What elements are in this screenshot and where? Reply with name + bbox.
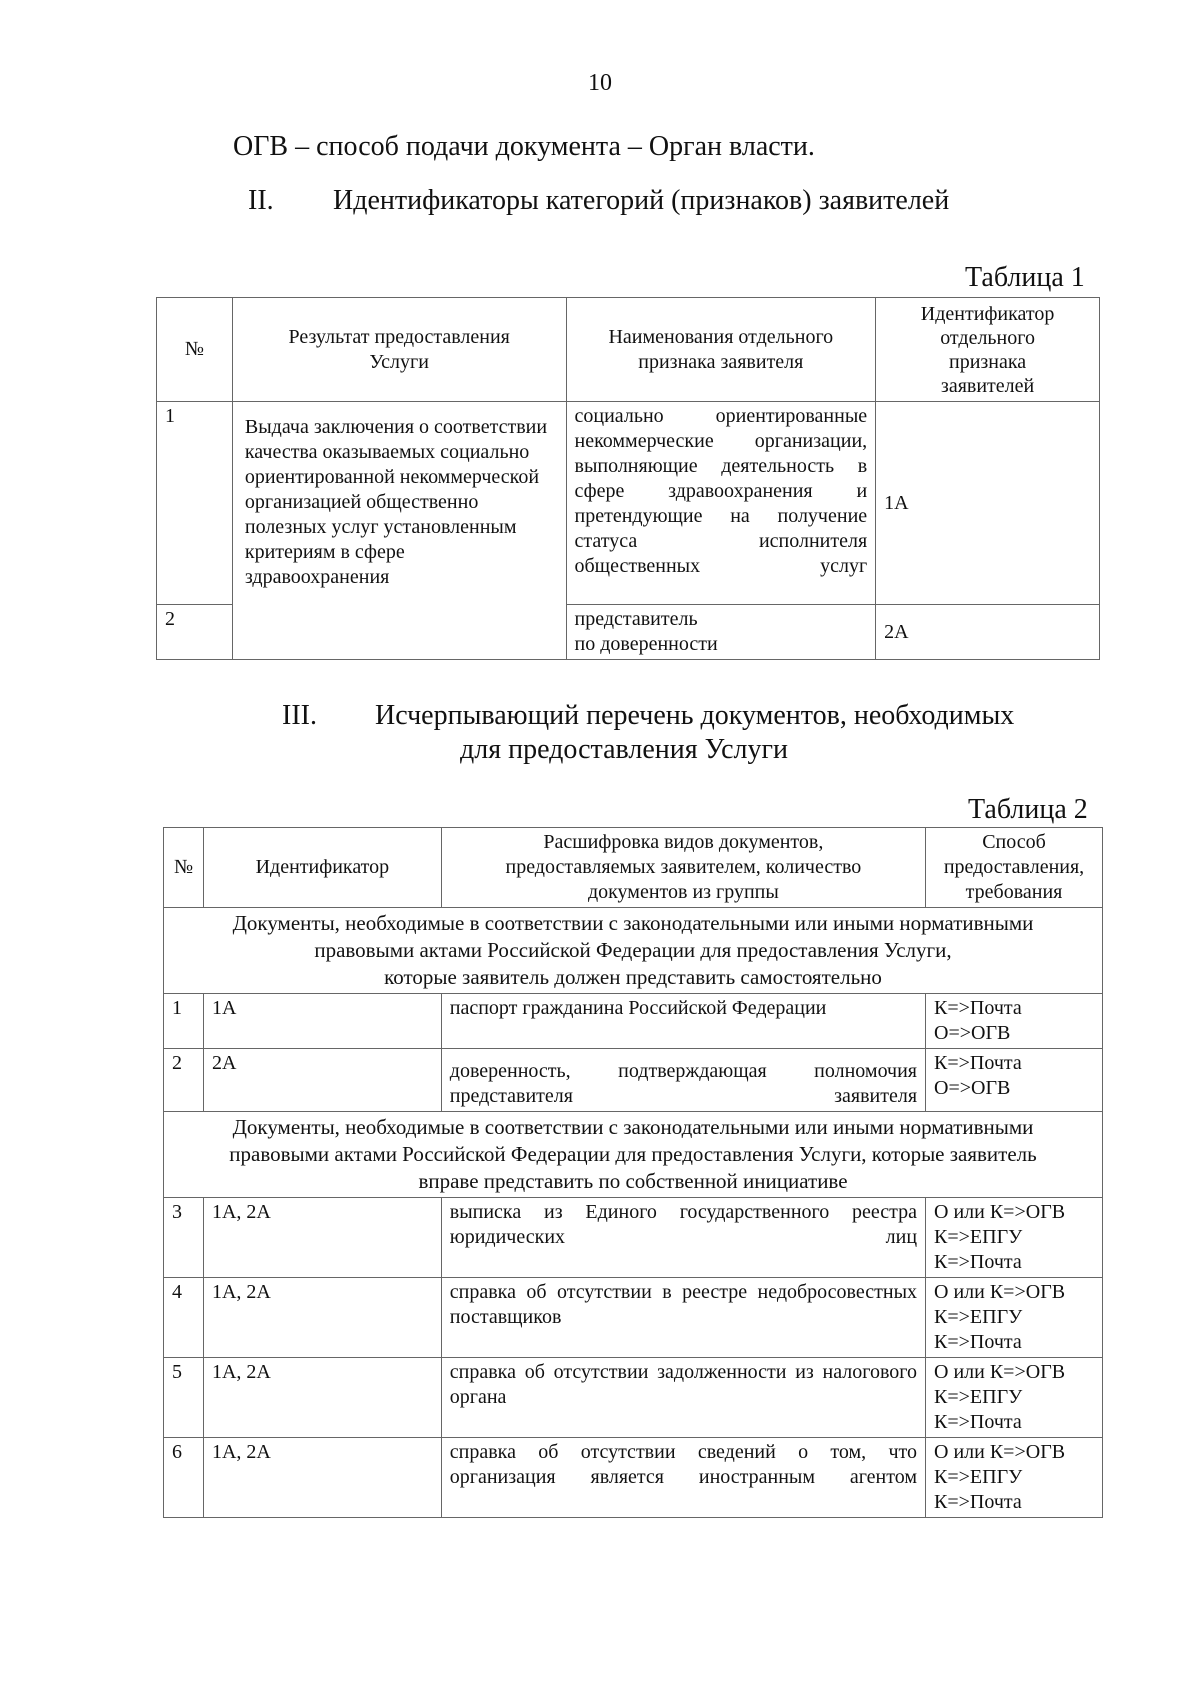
t2-row2-doc: доверенность, подтверждающая полномочия представителя заявителя — [441, 1049, 925, 1112]
t1-header-num: № — [157, 298, 233, 402]
section-3-numeral: III. — [282, 700, 317, 731]
t2-group-2: Документы, необходимые в соответствии с законодательными или иными нормативными правовыми актами Российской Федерации для предоставления Услуги, которые заявитель вправе представить по собственной инициативе — [164, 1112, 1103, 1198]
t2-row6-id: 1А, 2А — [203, 1438, 441, 1518]
t1-row2-id: 2А — [876, 605, 1100, 660]
page-number: 10 — [588, 70, 612, 96]
t2-row4-method: О или К=>ОГВ К=>ЕПГУ К=>Почта — [926, 1278, 1103, 1358]
t2-group-1: Документы, необходимые в соответствии с законодательными или иными нормативными правовыми актами Российской Федерации для предоставления Услуги, которые заявитель должен представить самостоятельно — [164, 908, 1103, 994]
t1-row1-id: 1А — [876, 402, 1100, 605]
t2-row1-id: 1А — [203, 994, 441, 1049]
t1-row2-num: 2 — [157, 605, 233, 660]
t2-row5-id: 1А, 2А — [203, 1358, 441, 1438]
t2-row3-num: 3 — [164, 1198, 204, 1278]
table-row — [164, 1278, 1103, 1358]
t2-header-num: № — [164, 828, 204, 908]
t2-header-description: Расшифровка видов документов, предоставляемых заявителем, количество документов из группы — [441, 828, 925, 908]
section-3-title-line2: для предоставления Услуги — [460, 734, 788, 765]
t2-row6-doc: справка об отсутствии сведений о том, что организация является иностранным агентом — [441, 1438, 925, 1518]
t2-row5-method: О или К=>ОГВ К=>ЕПГУ К=>Почта — [926, 1358, 1103, 1438]
table-row — [164, 1198, 1103, 1278]
t2-row2-method: К=>Почта О=>ОГВ — [926, 1049, 1103, 1112]
table-row — [164, 1049, 1103, 1112]
t2-row5-doc: справка об отсутствии задолженности из налогового органа — [441, 1358, 925, 1438]
table-2-group-2-row — [164, 1112, 1103, 1198]
t2-row6-num: 6 — [164, 1438, 204, 1518]
t1-result-text: Выдача заключения о соответствии качества оказываемых социально ориентированной некоммерческой организацией общественно полезных услуг установленным критериям в сфере здравоохранения — [232, 402, 566, 660]
table-2-caption: Таблица 2 — [968, 794, 1088, 825]
t2-header-method: Способ предоставления, требования — [926, 828, 1103, 908]
table-row — [164, 1438, 1103, 1518]
t2-row1-method: К=>Почта О=>ОГВ — [926, 994, 1103, 1049]
table-1-header-row — [157, 298, 1100, 402]
t1-header-identifier: Идентификатор отдельного признака заявителей — [876, 298, 1100, 402]
section-2-numeral: II. — [248, 185, 274, 216]
t2-row1-doc: паспорт гражданина Российской Федерации — [441, 994, 925, 1049]
t2-row3-doc: выписка из Единого государственного реестра юридических лиц — [441, 1198, 925, 1278]
t2-row3-method: О или К=>ОГВ К=>ЕПГУ К=>Почта — [926, 1198, 1103, 1278]
intro-line: ОГВ – способ подачи документа – Орган власти. — [233, 131, 815, 162]
table-row — [164, 1358, 1103, 1438]
t2-row5-num: 5 — [164, 1358, 204, 1438]
table-2-header-row — [164, 828, 1103, 908]
t1-header-attr: Наименования отдельного признака заявителя — [566, 298, 876, 402]
t2-row2-num: 2 — [164, 1049, 204, 1112]
table-1 — [156, 297, 1100, 660]
table-row — [164, 994, 1103, 1049]
section-3-title-line1: Исчерпывающий перечень документов, необходимых — [375, 700, 1015, 731]
table-row — [157, 402, 1100, 605]
t1-row2-attr: представитель по доверенности — [566, 605, 876, 660]
table-2-group-1-row — [164, 908, 1103, 994]
t2-row3-id: 1А, 2А — [203, 1198, 441, 1278]
t2-row1-num: 1 — [164, 994, 204, 1049]
t2-row4-num: 4 — [164, 1278, 204, 1358]
t2-row4-doc: справка об отсутствии в реестре недобросовестных поставщиков — [441, 1278, 925, 1358]
t2-row4-id: 1А, 2А — [203, 1278, 441, 1358]
table-2 — [163, 827, 1103, 1518]
t2-header-identifier: Идентификатор — [203, 828, 441, 908]
t1-row1-num: 1 — [157, 402, 233, 605]
t1-row1-attr: социально ориентированные некоммерческие организации, выполняющие деятельность в сфере здравоохранения и претендующие на получение статуса исполнителя общественных услуг — [566, 402, 876, 605]
table-1-caption: Таблица 1 — [965, 262, 1085, 293]
t2-row2-id: 2А — [203, 1049, 441, 1112]
section-2-title: Идентификаторы категорий (признаков) заявителей — [333, 185, 950, 216]
t2-row6-method: О или К=>ОГВ К=>ЕПГУ К=>Почта — [926, 1438, 1103, 1518]
t1-header-result: Результат предоставления Услуги — [232, 298, 566, 402]
